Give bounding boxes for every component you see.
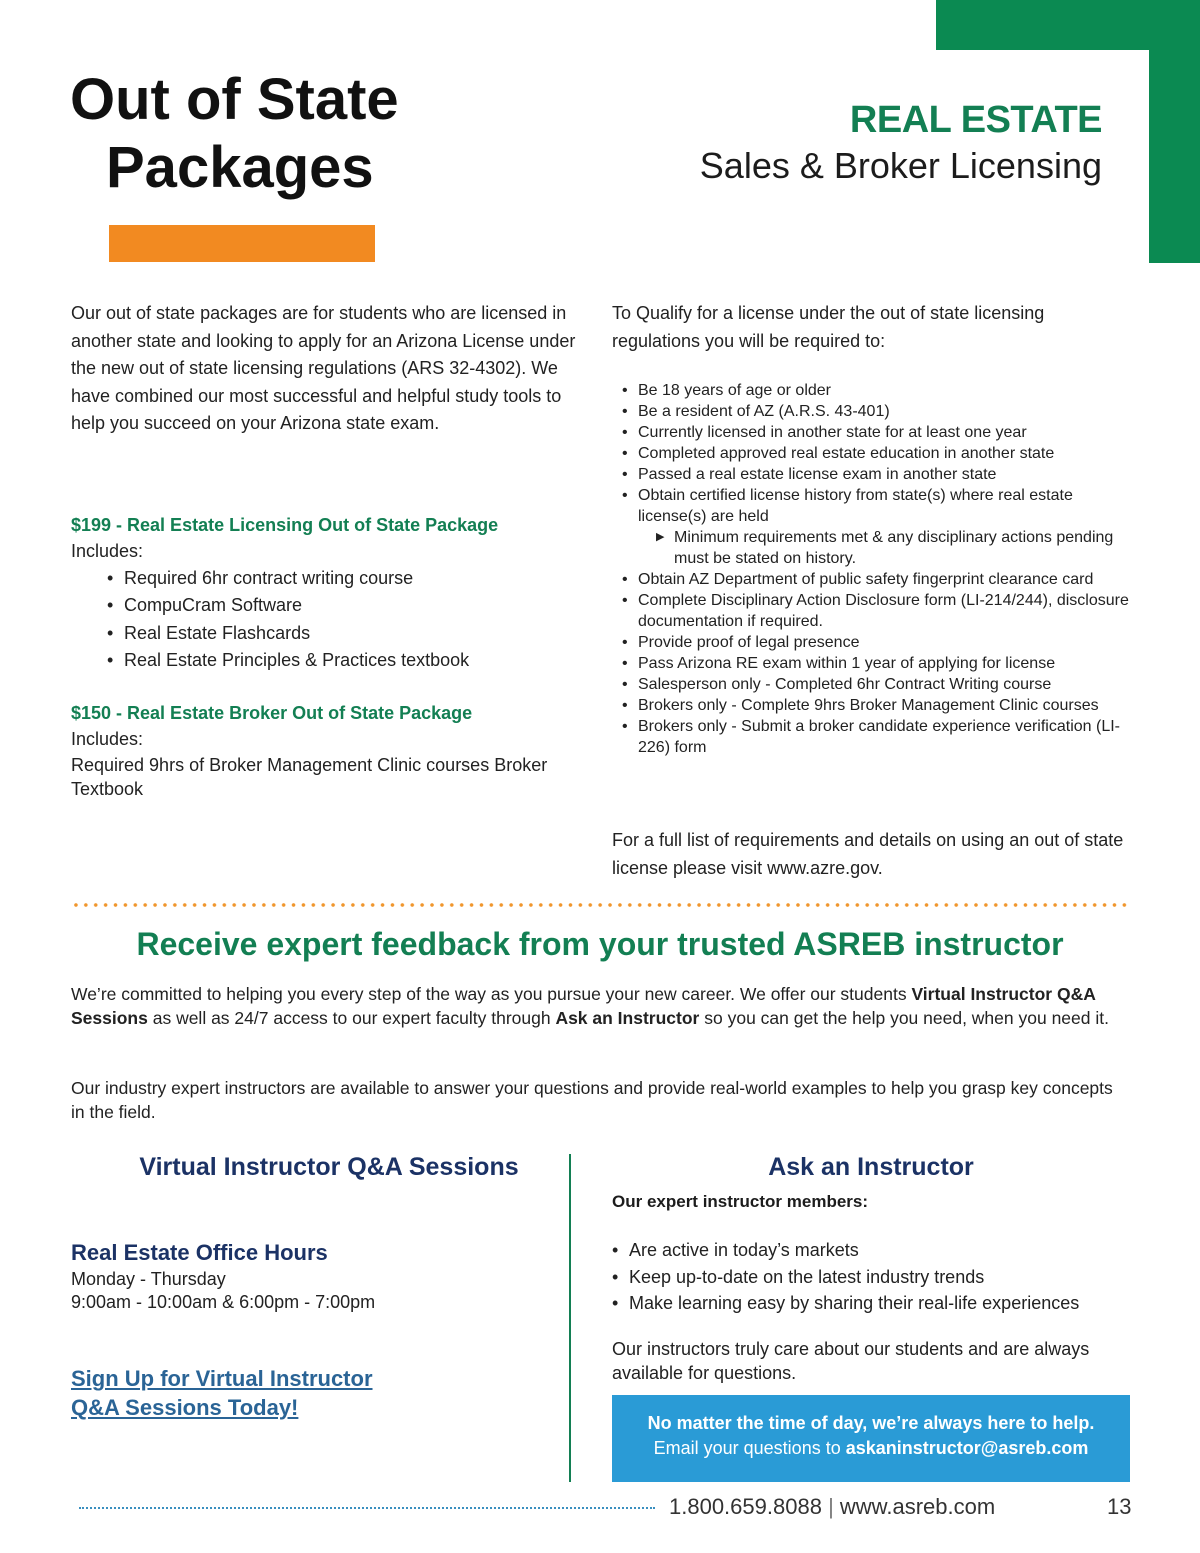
- qualify-intro: To Qualify for a license under the out of state licensing regulations you will be required to:: [612, 303, 1045, 351]
- package-title: $199 - Real Estate Licensing Out of State Package: [71, 515, 499, 535]
- package-items: [71, 565, 601, 674]
- requirement-subitem: ▶ Minimum requirements met & any disciplinary actions pending must be stated on history.: [622, 527, 1132, 569]
- commit-bold-ask: Ask an Instructor: [555, 1007, 700, 1028]
- members-list: [612, 1237, 1132, 1317]
- section-divider: [71, 902, 1131, 908]
- requirement-item: • Obtain AZ Department of public safety fingerprint clearance card: [622, 569, 1132, 590]
- title-accent-bar: [109, 225, 375, 262]
- footer-website[interactable]: www.asreb.com: [839, 1494, 996, 1519]
- package-item: • Real Estate Principles & Practices textbook: [107, 647, 601, 674]
- package-broker: [71, 703, 601, 801]
- member-item: • Make learning easy by sharing their real-life experiences: [612, 1290, 1132, 1317]
- package-title: $150 - Real Estate Broker Out of State Package: [71, 703, 473, 723]
- title-line-2: Packages: [106, 135, 374, 200]
- office-hours-title: Real Estate Office Hours: [71, 1240, 328, 1265]
- help-box-email-line: [612, 1435, 1130, 1461]
- intro-paragraph: Our out of state packages are for students who are licensed in another state and looking to apply for an Arizona License under the new out of state licensing regulations (ARS 32-4302). We have combined our most successful and helpful study tools to help you succeed on your Arizona state exam.: [71, 303, 576, 433]
- requirement-item: • Brokers only - Complete 9hrs Broker Management Clinic courses: [622, 695, 1132, 716]
- requirement-item: • Brokers only - Submit a broker candidate experience verification (LI-226) form: [622, 716, 1132, 758]
- package-licensing: [71, 515, 601, 674]
- signup-line-1: Sign Up for Virtual Instructor: [71, 1366, 373, 1391]
- requirement-item: • Passed a real estate license exam in another state: [622, 464, 1132, 485]
- commit-bold-virtual: Virtual Instructor Q&A Sessions: [71, 984, 1096, 1028]
- corner-decoration-top: [936, 0, 1200, 50]
- includes-label: Includes:: [71, 541, 144, 561]
- office-hours: 9:00am - 10:00am & 6:00pm - 7:00pm: [71, 1292, 376, 1312]
- requirement-item: • Completed approved real estate education in another state: [622, 443, 1132, 464]
- feedback-heading: Receive expert feedback from your trusted ASREB instructor: [136, 926, 1064, 962]
- full-list-note: For a full list of requirements and details on using an out of state license please visit www.azre.gov.: [612, 830, 1124, 878]
- footer-contact: [669, 1492, 995, 1522]
- requirement-item: • Be a resident of AZ (A.R.S. 43-401): [622, 401, 1132, 422]
- title-line-1: Out of State: [70, 67, 399, 132]
- brand-subtitle: Sales & Broker Licensing: [699, 145, 1102, 186]
- members-label: Our expert instructor members:: [612, 1192, 869, 1211]
- signup-link[interactable]: [71, 1364, 401, 1422]
- ask-instructor-heading: Ask an Instructor: [768, 1153, 974, 1181]
- page-number: 13: [1107, 1494, 1132, 1519]
- commitment-paragraph: [71, 983, 1131, 1030]
- corner-decoration-side: [1149, 50, 1200, 263]
- page-title: [70, 66, 399, 202]
- member-item: • Keep up-to-date on the latest industry trends: [612, 1264, 1132, 1291]
- package-item: • CompuCram Software: [107, 592, 601, 619]
- includes-label: Includes:: [71, 729, 144, 749]
- help-box: [612, 1395, 1130, 1482]
- commit-text: as well as 24/7 access to our expert faculty through: [147, 1007, 556, 1028]
- package-description: Required 9hrs of Broker Management Clinic courses Broker Textbook: [71, 755, 548, 799]
- footer-phone[interactable]: 1.800.659.8088: [669, 1494, 822, 1519]
- help-box-email-prefix: Email your questions to: [653, 1438, 846, 1458]
- commit-text: so you can get the help you need, when you need it.: [699, 1007, 1109, 1028]
- member-item: • Are active in today’s markets: [612, 1237, 1132, 1264]
- brand-block: [700, 98, 1102, 190]
- column-divider: [569, 1154, 571, 1482]
- help-box-headline: No matter the time of day, we’re always here to help.: [647, 1413, 1095, 1433]
- virtual-sessions-heading: Virtual Instructor Q&A Sessions: [139, 1153, 519, 1181]
- brand-main: REAL ESTATE: [849, 99, 1102, 141]
- requirements-list: [622, 380, 1132, 758]
- requirement-item: • Be 18 years of age or older: [622, 380, 1132, 401]
- requirement-item: • Salesperson only - Completed 6hr Contract Writing course: [622, 674, 1132, 695]
- requirement-item: • Provide proof of legal presence: [622, 632, 1132, 653]
- industry-paragraph: Our industry expert instructors are available to answer your questions and provide real-world examples to help you grasp key concepts in the field.: [71, 1078, 1113, 1122]
- requirement-item: • Pass Arizona RE exam within 1 year of applying for license: [622, 653, 1132, 674]
- commit-text: We’re committed to helping you every step of the way as you pursue your new career. We offer our students: [71, 984, 912, 1004]
- footer-divider: [79, 1507, 655, 1511]
- care-paragraph: Our instructors truly care about our students and are always available for questions.: [612, 1339, 1090, 1383]
- office-days: Monday - Thursday: [71, 1269, 226, 1289]
- signup-line-2: Q&A Sessions Today!: [71, 1395, 299, 1420]
- package-item: • Required 6hr contract writing course: [107, 565, 601, 592]
- package-item: • Real Estate Flashcards: [107, 620, 601, 647]
- requirement-item: • Obtain certified license history from state(s) where real estate license(s) are held: [622, 485, 1132, 527]
- requirement-item: • Complete Disciplinary Action Disclosure form (LI-214/244), disclosure documentation if required.: [622, 590, 1132, 632]
- footer-separator: |: [828, 1494, 834, 1519]
- help-box-email-link[interactable]: askaninstructor@asreb.com: [845, 1438, 1089, 1458]
- requirement-item: • Currently licensed in another state for at least one year: [622, 422, 1132, 443]
